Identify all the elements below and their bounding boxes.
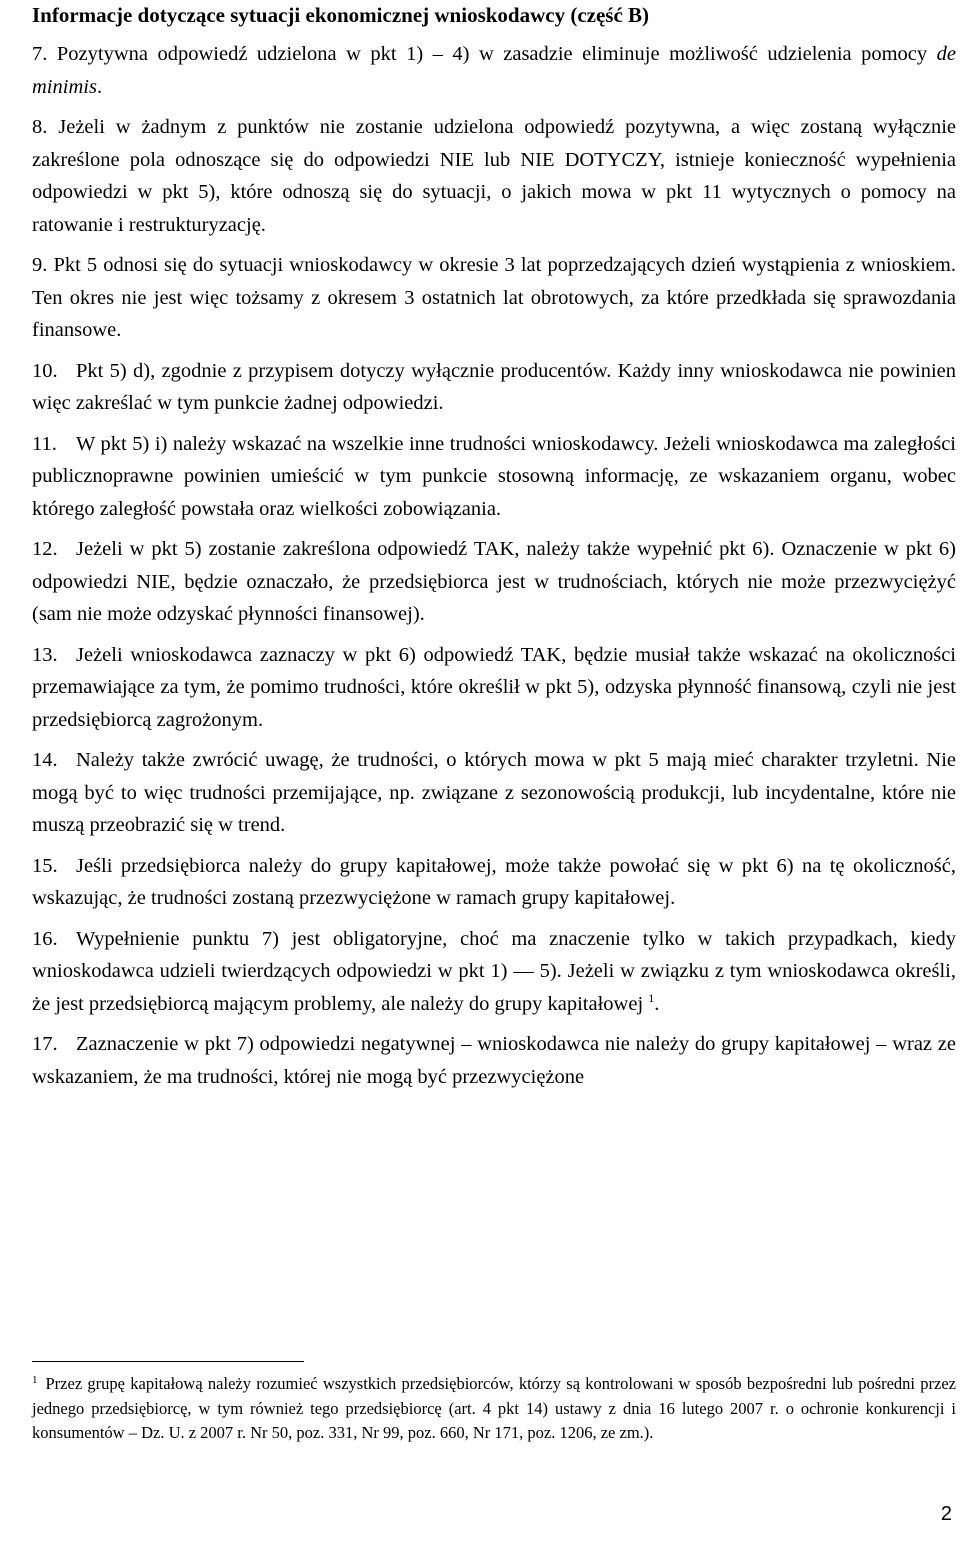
item-text: Zaznaczenie w pkt 7) odpowiedzi negatywnej – wnioskodawca nie należy do grupy kapitałowej – wraz ze wskazaniem, że ma trudności, której nie mogą być przezwyciężone [32, 1033, 956, 1088]
list-item-17 [32, 1028, 956, 1093]
item-text: W pkt 5) i) należy wskazać na wszelkie inne trudności wnioskodawcy. Jeżeli wnioskodawca ma zaległości publicznoprawne powinien umieścić w tym punkcie stosowną informację, ze wskazaniem organu, wobec którego zaległość powstała oraz wielkości zobowiązania. [32, 432, 956, 520]
item-number: 13. [32, 643, 58, 666]
page-number: 2 [940, 1503, 952, 1525]
footnote-reference: 1 [648, 990, 655, 1005]
item-italic: de minimis [32, 43, 956, 98]
item-text: Wypełnienie punktu 7) jest obligatoryjne, choć ma znaczenie tylko w takich przypadkach, kiedy wnioskodawca udzieli twierdzących odpowiedzi w pkt 1) — 5). Jeżeli w związku z tym wnioskodawca określi, że jest przedsiębiorcą mającym problemy, ale należy do grupy kapitałowej [32, 927, 956, 1015]
footnote-mark: 1 [32, 1373, 38, 1386]
item-number: 8. [32, 116, 48, 138]
list-item-15 [32, 850, 956, 915]
list-item-10 [32, 355, 956, 420]
document-page [32, 0, 956, 1101]
list-item-13 [32, 639, 956, 737]
item-text: Jeżeli w żadnym z punktów nie zostanie udzielona odpowiedź pozytywna, a więc zostaną wyłącznie zakreślone pola odnoszące się do odpowiedzi NIE lub NIE DOTYCZY, istnieje konieczność wypełnienia odpowiedzi w pkt 5), które odnoszą się do sytuacji, o jakich mowa w pkt 11 wytycznych o pomocy na ratowanie i restrukturyzację. [32, 116, 956, 236]
footnote [32, 1372, 956, 1446]
item-number: 10. [32, 359, 58, 382]
item-text: Pozytywna odpowiedź udzielona w pkt 1) – 4) w zasadzie eliminuje możliwość udzielenia pomocy [56, 43, 937, 65]
item-number: 7. [32, 43, 48, 65]
footnote-separator [32, 1361, 304, 1362]
item-number: 17. [32, 1033, 58, 1055]
list-item-8 [32, 111, 956, 241]
list-item-14 [32, 744, 956, 842]
item-text: Pkt 5) d), zgodnie z przypisem dotyczy wyłącznie producentów. Każdy inny wnioskodawca nie powinien więc zakreślać w tym punkcie żadnej odpowiedzi. [32, 359, 956, 414]
item-text: Należy także zwrócić uwagę, że trudności, o których mowa w pkt 5 mają mieć charakter trzyletni. Nie mogą być to więc trudności przemijające, np. związane z sezonowością produkcji, lub incydentalne, które nie muszą przeobrazić się w trend. [32, 749, 956, 836]
list-item-11 [32, 428, 956, 526]
item-number: 12. [32, 538, 58, 560]
item-text: Jeśli przedsiębiorca należy do grupy kapitałowej, może także powołać się w pkt 6) na tę okoliczność, wskazując, że trudności zostaną przezwyciężone w ramach grupy kapitałowej. [32, 854, 956, 909]
item-number: 9. [32, 254, 48, 276]
item-number: 14. [32, 749, 58, 771]
item-number: 16. [32, 927, 58, 950]
list-item-12 [32, 533, 956, 631]
item-text: Pkt 5 odnosi się do sytuacji wnioskodawcy w okresie 3 lat poprzedzających dzień wystąpienia z wnioskiem. Ten okres nie jest więc tożsamy z okresem 3 ostatnich lat obrotowych, za które przedkłada się sprawozdania finansowe. [32, 254, 956, 341]
list-item-16 [32, 923, 956, 1021]
list-item-7 [32, 38, 956, 103]
item-number: 15. [32, 854, 58, 877]
item-suffix: . [96, 75, 103, 98]
footnote-text: Przez grupę kapitałową należy rozumieć wszystkich przedsiębiorców, którzy są kontrolowani w sposób bezpośredni lub pośredni przez jednego przedsiębiorcę, w tym również tego przedsiębiorcę (art. 4 pkt 14) ustawy z dnia 16 lutego 2007 r. o ochronie konkurencji i konsumentów – Dz. U. z 2007 r. Nr 50, poz. 331, Nr 99, poz. 660, Nr 171, poz. 1206, ze zm.). [32, 1374, 956, 1442]
list-item-9 [32, 249, 956, 347]
item-number: 11. [32, 432, 57, 455]
item-text: Jeżeli w pkt 5) zostanie zakreślona odpowiedź TAK, należy także wypełnić pkt 6). Oznaczenie w pkt 6) odpowiedzi NIE, będzie oznaczało, że przedsiębiorca jest w trudnościach, których nie może przezwyciężyć (sam nie może odzyskać płynności finansowej). [32, 538, 956, 625]
section-heading: Informacje dotyczące sytuacji ekonomicznej wnioskodawcy (część B) [32, 3, 650, 27]
item-text: Jeżeli wnioskodawca zaznaczy w pkt 6) odpowiedź TAK, będzie musiał także wskazać na okoliczności przemawiające za tym, że pomimo trudności, które określił w pkt 5), odzyska płynność finansową, czyli nie jest przedsiębiorcą zagrożonym. [32, 643, 956, 731]
item-suffix: . [654, 992, 660, 1015]
